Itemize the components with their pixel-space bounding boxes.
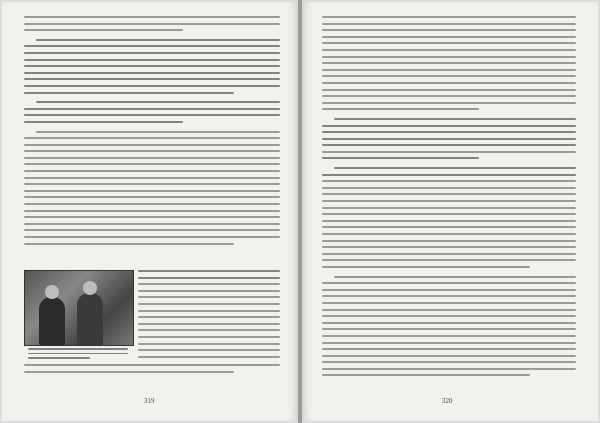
text-line [322, 226, 576, 228]
text-line [322, 157, 479, 159]
text-line [24, 210, 280, 212]
text-line [322, 361, 576, 363]
text-line [24, 137, 280, 139]
text-line [322, 174, 576, 176]
text-line [138, 329, 280, 331]
text-line [322, 42, 576, 44]
text-line [334, 118, 576, 120]
text-line [24, 150, 280, 152]
text-line [322, 89, 576, 91]
text-line [322, 207, 576, 209]
text-line [322, 16, 576, 18]
text-line [322, 233, 576, 235]
text-line [138, 343, 280, 345]
photo [24, 270, 134, 346]
left-body-text-bottom [24, 364, 280, 377]
text-line [24, 203, 280, 205]
text-line [322, 282, 576, 284]
text-line [24, 183, 280, 185]
text-line [24, 371, 234, 373]
text-line [24, 78, 280, 80]
text-line [24, 59, 280, 61]
right-body-text [322, 16, 576, 381]
text-line [322, 151, 576, 153]
text-line [322, 62, 576, 64]
text-line [322, 289, 576, 291]
text-line [24, 65, 280, 67]
photo-figure [24, 270, 132, 358]
text-line [36, 131, 280, 133]
right-page [302, 2, 598, 421]
text-line [322, 315, 576, 317]
text-line [36, 39, 280, 41]
text-line [322, 220, 576, 222]
text-line [322, 266, 530, 268]
text-line [24, 16, 280, 18]
text-line [322, 348, 576, 350]
text-line [138, 283, 280, 285]
text-line [24, 114, 280, 116]
text-line [322, 368, 576, 370]
text-line [24, 216, 280, 218]
text-line [322, 374, 530, 376]
text-line [24, 157, 280, 159]
text-line [322, 187, 576, 189]
text-line [322, 69, 576, 71]
text-line [322, 131, 576, 133]
text-line [24, 23, 280, 25]
text-line [24, 223, 280, 225]
text-line [138, 290, 280, 292]
text-line [24, 108, 280, 110]
text-line [322, 180, 576, 182]
text-line [138, 277, 280, 279]
page-number-right: 320 [442, 397, 453, 405]
text-line [322, 259, 576, 261]
text-line [334, 167, 576, 169]
caption-line [28, 348, 128, 350]
text-line [322, 49, 576, 51]
text-line [138, 310, 280, 312]
text-line [322, 322, 576, 324]
left-page [2, 2, 298, 421]
text-line [24, 45, 280, 47]
text-line [322, 75, 576, 77]
text-line [322, 309, 576, 311]
text-line [322, 295, 576, 297]
text-line [24, 170, 280, 172]
text-line [24, 163, 280, 165]
text-line [334, 276, 576, 278]
text-line [138, 316, 280, 318]
text-line [322, 193, 576, 195]
text-line [24, 29, 183, 31]
text-line [322, 302, 576, 304]
text-line [322, 82, 576, 84]
text-line [322, 200, 576, 202]
text-line [24, 144, 280, 146]
text-line [24, 92, 234, 94]
text-line [138, 270, 280, 272]
text-line [322, 355, 576, 357]
photo-caption [28, 348, 128, 362]
text-line [138, 336, 280, 338]
text-line [322, 240, 576, 242]
text-line [24, 229, 280, 231]
text-line [322, 95, 576, 97]
caption-line [28, 353, 128, 355]
text-line [24, 364, 280, 366]
text-line [24, 52, 280, 54]
text-line [24, 236, 280, 238]
text-line [322, 36, 576, 38]
text-line [138, 349, 280, 351]
text-line [322, 23, 576, 25]
text-line [322, 108, 479, 110]
text-line [322, 253, 576, 255]
text-line [24, 72, 280, 74]
caption-line [28, 357, 90, 359]
text-line [24, 121, 183, 123]
text-line [138, 296, 280, 298]
left-body-text-top [24, 16, 280, 249]
text-line [138, 323, 280, 325]
page-number-left: 319 [144, 397, 155, 405]
text-line [24, 190, 280, 192]
left-body-text-side [138, 270, 280, 362]
text-line [24, 85, 280, 87]
text-line [138, 303, 280, 305]
text-line [322, 144, 576, 146]
text-line [322, 56, 576, 58]
text-line [322, 335, 576, 337]
text-line [24, 243, 234, 245]
text-line [322, 138, 576, 140]
text-line [322, 328, 576, 330]
text-line [322, 102, 576, 104]
text-line [322, 29, 576, 31]
text-line [322, 213, 576, 215]
text-line [36, 101, 280, 103]
text-line [138, 356, 280, 358]
text-line [24, 196, 280, 198]
text-line [322, 125, 576, 127]
text-line [322, 342, 576, 344]
text-line [24, 177, 280, 179]
text-line [322, 246, 576, 248]
